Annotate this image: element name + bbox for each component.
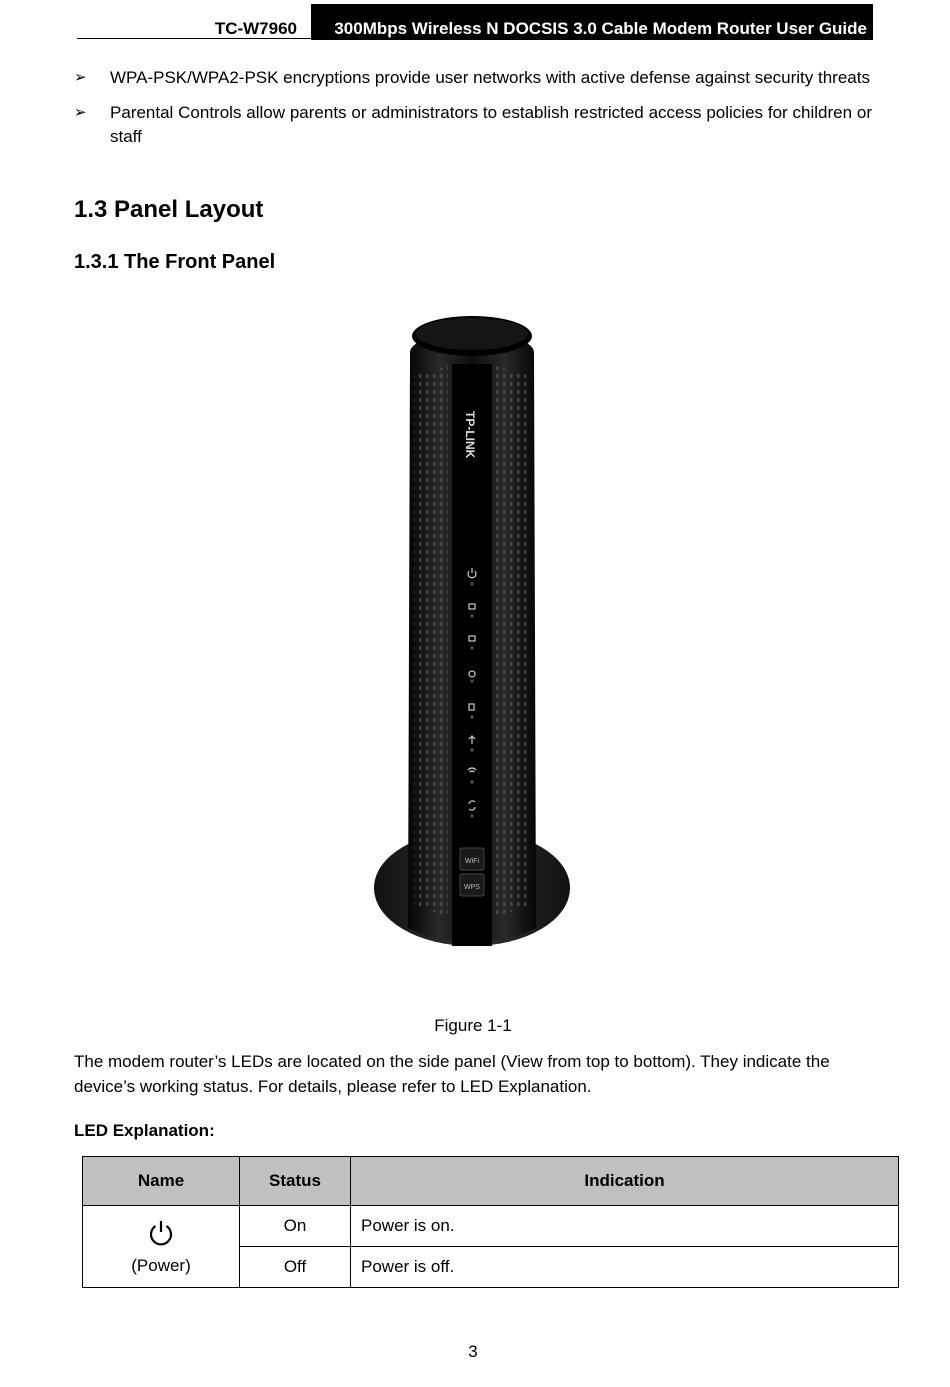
status-cell: On xyxy=(240,1206,351,1247)
router-image xyxy=(368,316,578,952)
column-header-indication: Indication xyxy=(351,1157,899,1206)
header-model: TC-W7960 xyxy=(77,4,311,39)
list-item xyxy=(74,101,872,150)
indication-cell: Power is off. xyxy=(351,1247,899,1288)
led-table xyxy=(82,1156,899,1288)
page-header xyxy=(77,4,873,40)
section-heading: 1.3 Panel Layout xyxy=(74,196,264,223)
router-figure xyxy=(368,316,578,952)
led-explanation-heading: LED Explanation: xyxy=(74,1121,215,1140)
brand-label: TP-LINK xyxy=(463,411,477,459)
figure-caption: Figure 1-1 xyxy=(434,1016,512,1035)
feature-list xyxy=(74,66,872,160)
wifi-button-label: WiFi xyxy=(465,858,479,865)
table-row xyxy=(83,1206,899,1247)
list-item xyxy=(74,66,872,91)
indication-cell: Power is on. xyxy=(351,1206,899,1247)
power-icon xyxy=(148,1218,174,1246)
subsection-heading: 1.3.1 The Front Panel xyxy=(74,251,276,273)
power-name-cell xyxy=(83,1206,240,1288)
arrow-bullet-icon: ➢ xyxy=(74,103,87,121)
body-paragraph: The modem router’s LEDs are located on the side panel (View from top to bottom). They indicate the device’s working status. For details, please refer to LED Explanation. xyxy=(74,1052,830,1096)
column-header-status: Status xyxy=(240,1157,351,1206)
arrow-bullet-icon: ➢ xyxy=(74,69,87,86)
wps-button-label: WPS xyxy=(464,884,480,891)
bullet-text: Parental Controls allow parents or administrators to establish restricted access policies for children or staff xyxy=(110,102,872,146)
header-title: 300Mbps Wireless N DOCSIS 3.0 Cable Modem Router User Guide xyxy=(311,4,873,40)
column-header-name: Name xyxy=(83,1157,240,1206)
page-number: 3 xyxy=(468,1342,478,1361)
bullet-text: WPA-PSK/WPA2-PSK encryptions provide user networks with active defense against security threats xyxy=(110,68,870,87)
table-header-row xyxy=(83,1157,899,1206)
power-label: (Power) xyxy=(131,1255,191,1275)
status-cell: Off xyxy=(240,1247,351,1288)
